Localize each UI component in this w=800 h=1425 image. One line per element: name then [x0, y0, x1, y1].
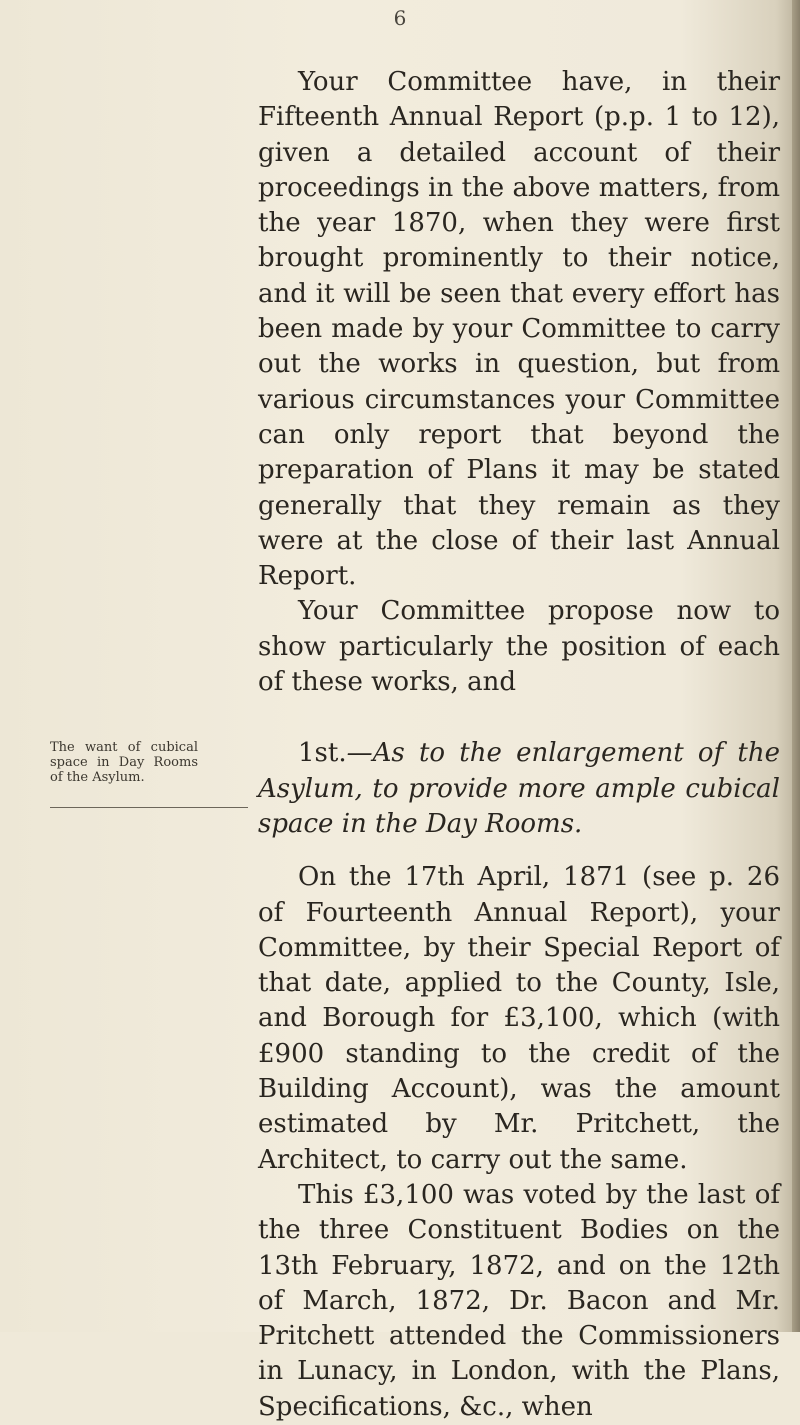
paragraph-april-1871: On the 17th April, 1871 (see p. 26 of Fourteenth Annual Report), your Committee, by their Special Report of that date, applied to the County, Isle, and Borough for £3,100, which (with £900 standing to the credit of the Building Account), was the amount estimated by Mr. Pritchett, the Architect, to carry out the same. — [258, 862, 780, 1175]
paragraph-vote: This £3,100 was voted by the last of the three Constituent Bodies on the 13th February, 1872, and on the 12th of March, 1872, Dr. Bacon and Mr. Pritchett attended the Commissioners in Lunacy, in London, with the Plans, Specifications, &c., when — [258, 1179, 780, 1422]
page-edge-shadow — [792, 0, 800, 1332]
section-heading-text: —As to the enlargement of the Asylum, to provide more ample cubical space in the Day Rooms. — [258, 738, 780, 839]
paragraph-propose: Your Committee propose now to show particularly the position of each of these works, and — [258, 596, 780, 698]
margin-note: The want of cubical space in Day Rooms of the Asylum. — [50, 740, 198, 785]
section-ordinal: 1st. — [298, 738, 347, 769]
page-number: 6 — [393, 6, 407, 30]
margin-divider — [50, 807, 248, 808]
section-heading — [258, 736, 780, 842]
paragraph-fifteenth-report: Your Committee have, in their Fifteenth Annual Report (p.p. 1 to 12), given a detailed account of their proceedings in the above matters, from the year 1870, when they were first brought prominently to their notice, and it will be seen that every effort has been made by your Committee to carry out the works in question, but from various circumstances your Committee can only report that beyond the preparation of Plans it may be stated generally that they remain as they were at the close of their last Annual Report. — [258, 67, 780, 592]
body-text — [258, 65, 780, 1425]
